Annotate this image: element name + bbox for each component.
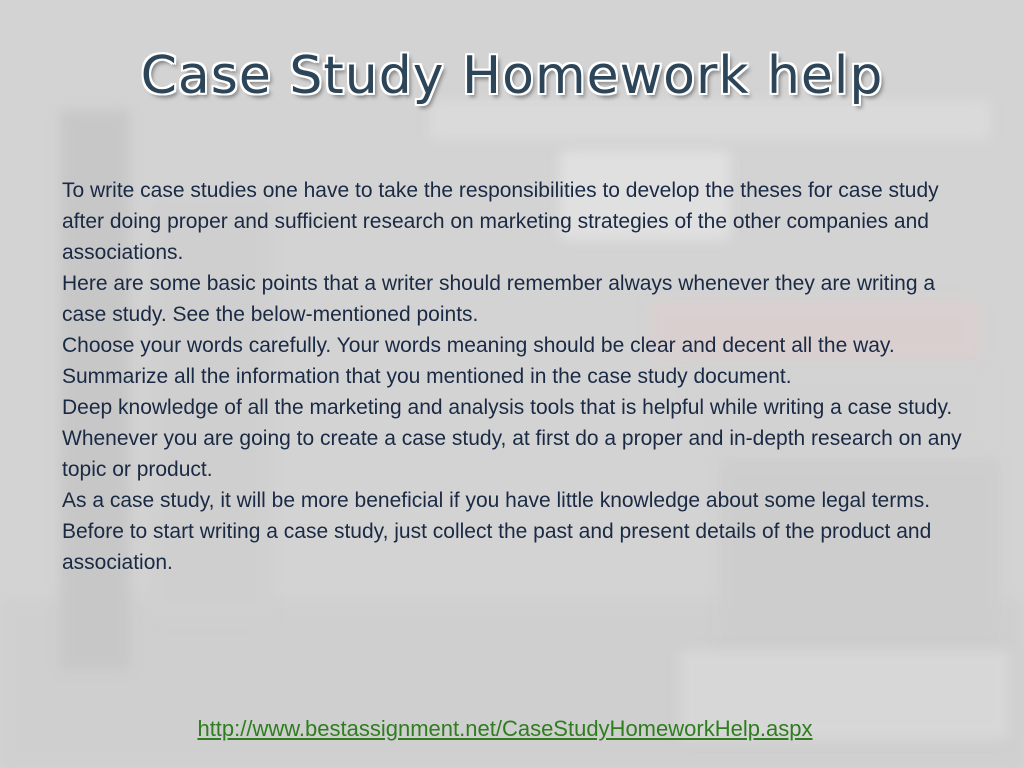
- body-paragraph: As a case study, it will be more beneficial if you have little knowledge about some legal terms.: [62, 489, 931, 512]
- slide-body: [62, 175, 967, 578]
- body-paragraph: Here are some basic points that a writer should remember always whenever they are writing a case study. See the below-mentioned points.: [62, 272, 936, 326]
- body-paragraph: Before to start writing a case study, just collect the past and present details of the product and association.: [62, 520, 932, 574]
- body-paragraph: Deep knowledge of all the marketing and analysis tools that is helpful while writing a case study.: [62, 396, 953, 419]
- body-paragraph: Summarize all the information that you mentioned in the case study document.: [62, 365, 792, 388]
- body-paragraph: Whenever you are going to create a case study, at first do a proper and in-depth research on any topic or product.: [62, 427, 962, 481]
- slide-title: Case Study Homework help: [140, 46, 884, 106]
- body-paragraph: Choose your words carefully. Your words meaning should be clear and decent all the way.: [62, 334, 895, 357]
- body-paragraph: To write case studies one have to take the responsibilities to develop the theses for case study after doing proper and sufficient research on marketing strategies of the other companies and associations.: [62, 179, 939, 264]
- source-link[interactable]: http://www.bestassignment.net/CaseStudyHomeworkHelp.aspx: [197, 716, 813, 741]
